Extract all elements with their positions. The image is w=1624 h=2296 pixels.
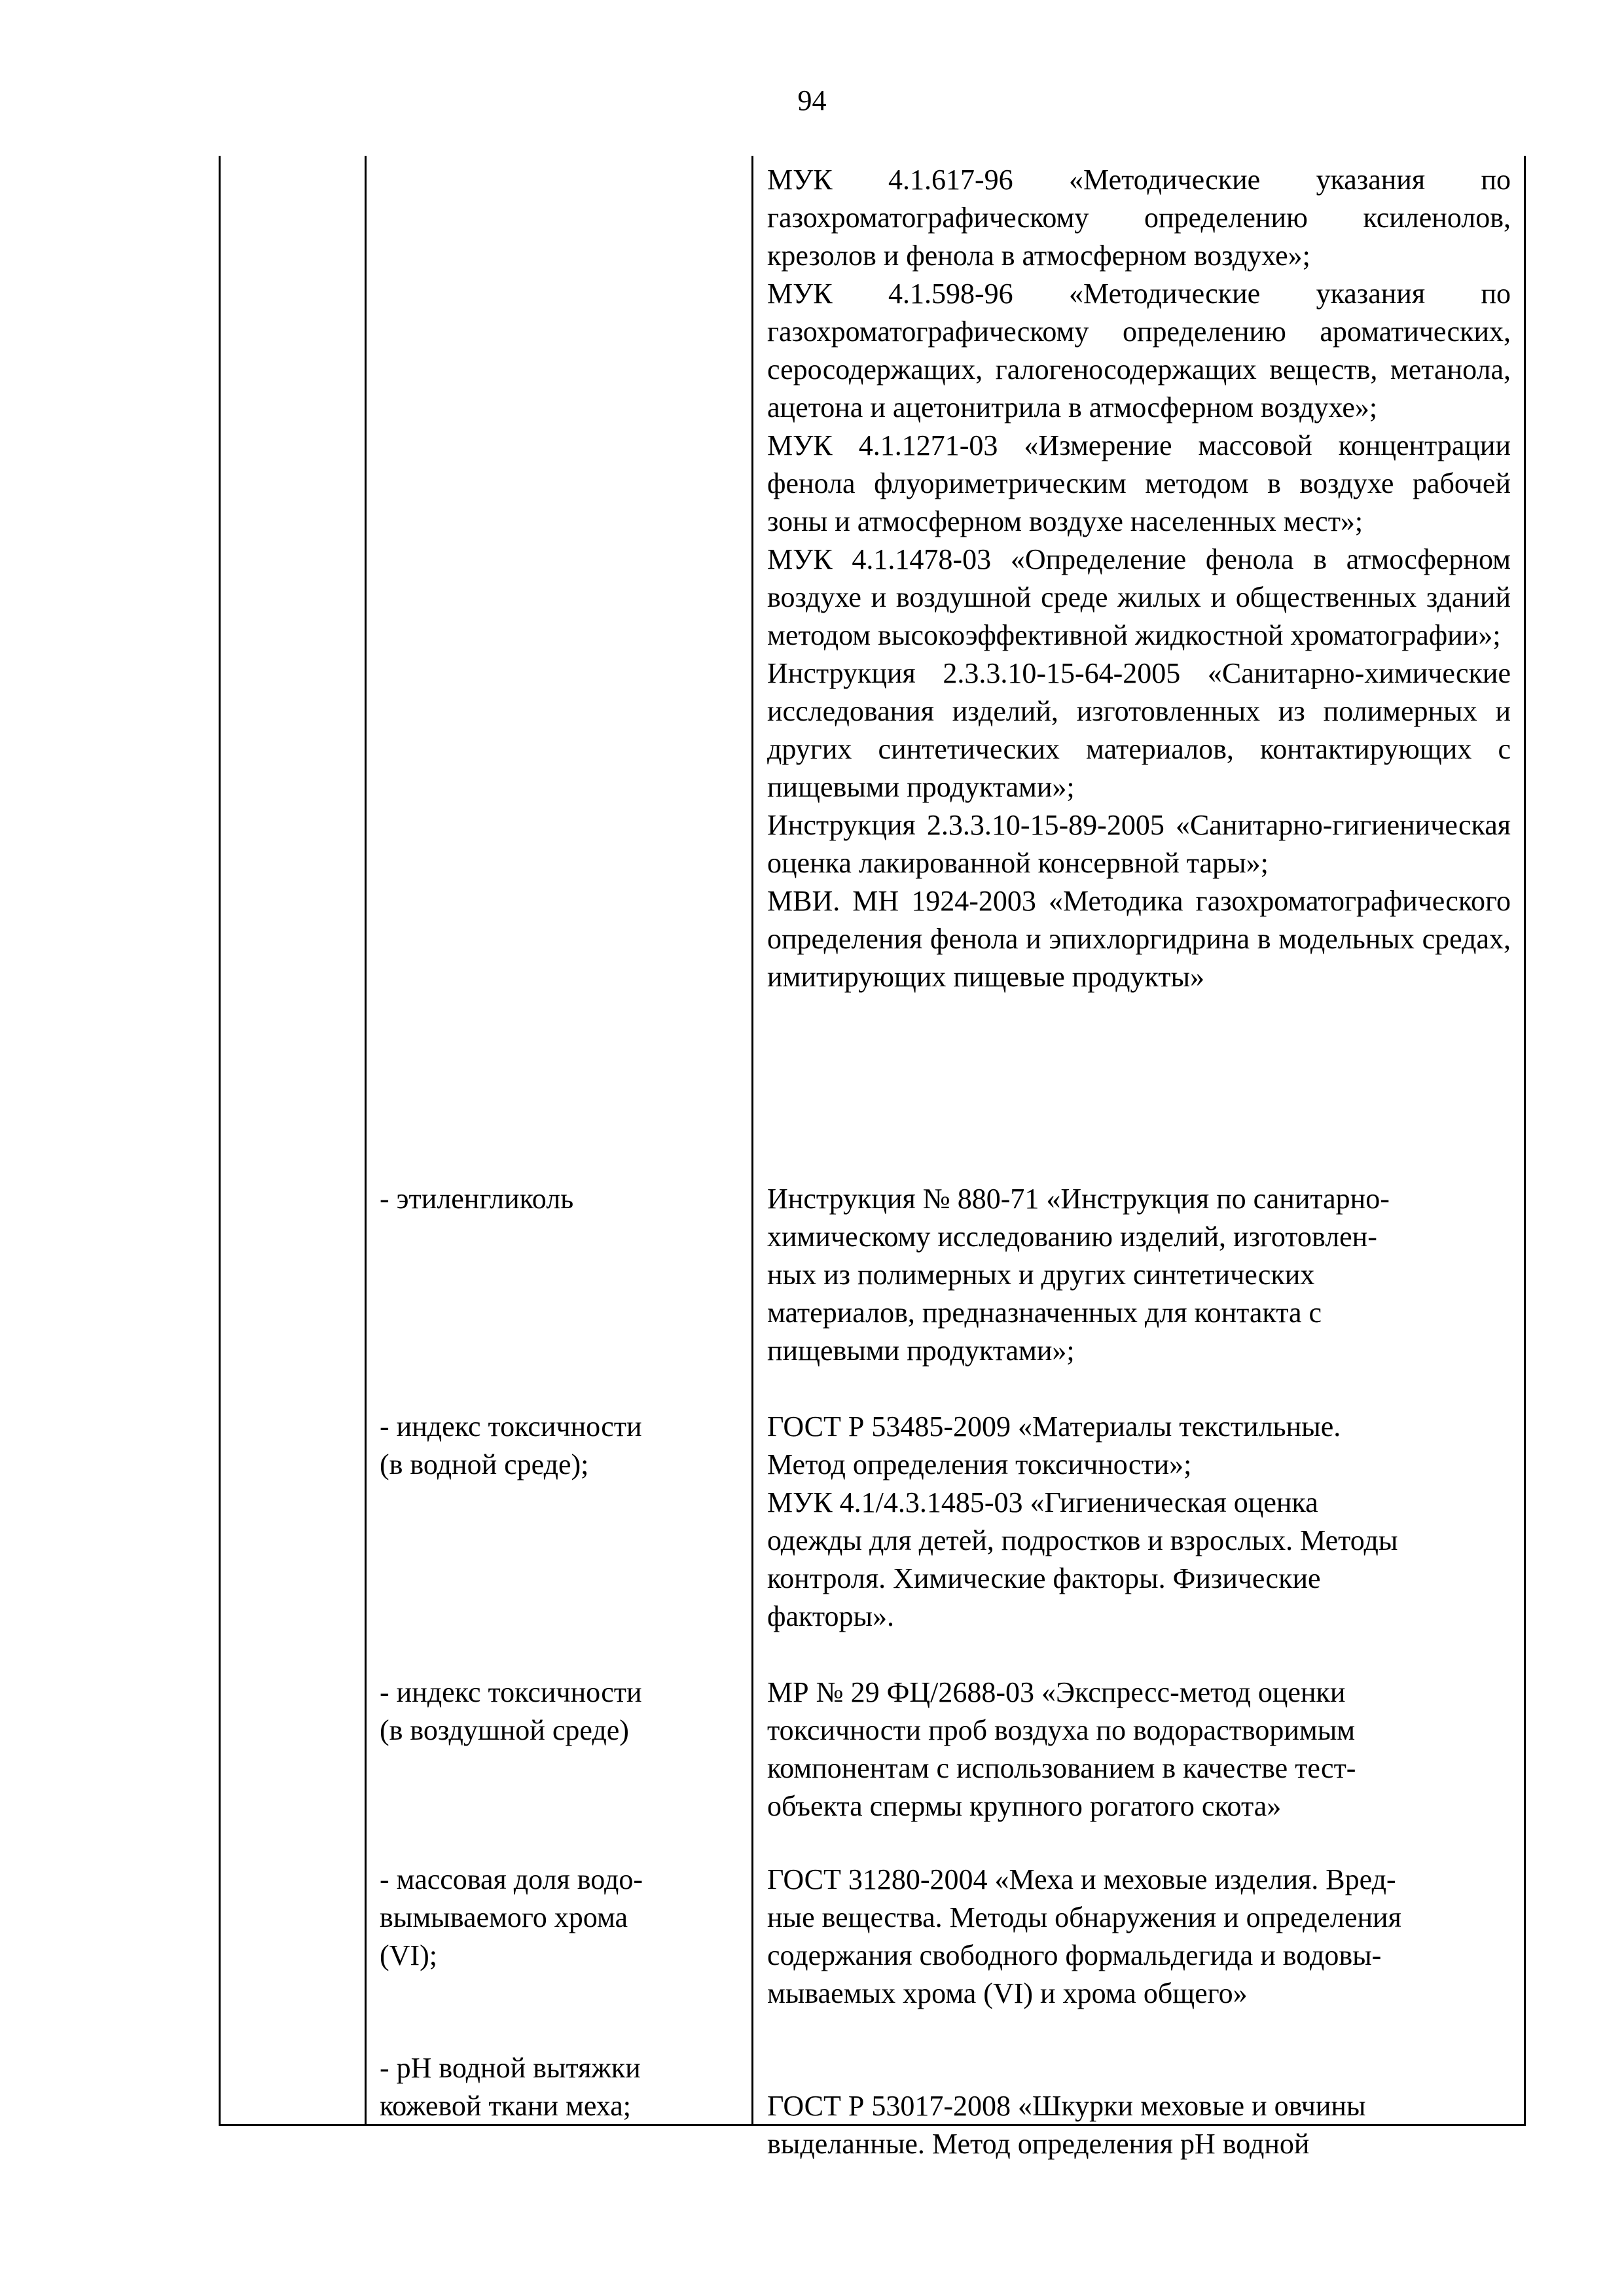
method-muk-598: МУК 4.1.598-96 «Методические указания по газохроматографическому определению ароматических, серосодержащих, галогеносодержащих веществ, метанола, ацетона и ацетонитрила в атмосферном воздухе»; <box>767 278 1511 423</box>
method-line: токсичности проб воздуха по водорастворимым <box>767 1714 1356 1746</box>
method-ethylene-glycol <box>767 1180 1511 1370</box>
method-toxicity-water <box>767 1408 1511 1636</box>
method-line: ные вещества. Методы обнаружения и определения <box>767 1901 1401 1933</box>
method-line: компонентам с использованием в качестве тест- <box>767 1752 1356 1784</box>
table-column-divider-1 <box>365 156 367 2126</box>
method-line: Инструкция № 880-71 «Инструкция по санитарно- <box>767 1183 1390 1215</box>
method-ph <box>767 2087 1511 2163</box>
page-number: 94 <box>797 84 827 117</box>
method-toxicity-air <box>767 1674 1511 1825</box>
indicator-toxicity-water <box>380 1408 720 1484</box>
table-column-divider-2 <box>751 156 753 2126</box>
indicator-line: вымываемого хрома <box>380 1901 628 1933</box>
method-line: Метод определения токсичности»; <box>767 1448 1192 1480</box>
indicator-line: кожевой ткани меха; <box>380 2090 631 2122</box>
method-muk-1271: МУК 4.1.1271-03 «Измерение массовой концентрации фенола флуориметрическим методом в воздухе рабочей зоны и атмосферном воздухе населенных мест»; <box>767 429 1511 537</box>
method-line: ных из полимерных и других синтетических <box>767 1259 1315 1291</box>
indicator-ph <box>380 2049 720 2125</box>
method-instruction-64: Инструкция 2.3.3.10-15-64-2005 «Санитарно-химические исследования изделий, изготовленных из полимерных и других синтетических материалов, контактирующих с пищевыми продуктами»; <box>767 657 1511 803</box>
method-line: МР № 29 ФЦ/2688-03 «Экспресс-метод оценки <box>767 1676 1346 1708</box>
method-line: ГОСТ Р 53017-2008 «Шкурки меховые и овчины <box>767 2090 1366 2122</box>
indicator-line: - индекс токсичности <box>380 1410 642 1443</box>
method-line: материалов, предназначенных для контакта с <box>767 1297 1322 1329</box>
method-muk-617: МУК 4.1.617-96 «Методические указания по газохроматографическому определению ксиленолов, крезолов и фенола в атмосферном воздухе»; <box>767 164 1511 272</box>
indicator-line: (в водной среде); <box>380 1448 589 1480</box>
table-border-right <box>1524 156 1526 2126</box>
indicator-line: (VI); <box>380 1939 437 1971</box>
method-line: пищевыми продуктами»; <box>767 1335 1075 1367</box>
method-line: содержания свободного формальдегида и водовы- <box>767 1939 1382 1971</box>
method-line: факторы». <box>767 1600 895 1632</box>
indicator-toxicity-air <box>380 1674 720 1749</box>
method-line: ГОСТ Р 53485-2009 «Материалы текстильные. <box>767 1410 1341 1443</box>
indicator-line: - pH водной вытяжки <box>380 2052 641 2084</box>
indicator-line: - этиленгликоль <box>380 1183 574 1215</box>
indicator-line: (в воздушной среде) <box>380 1714 629 1746</box>
indicator-chromium <box>380 1861 720 1975</box>
method-line: химическому исследованию изделий, изготовлен- <box>767 1221 1377 1253</box>
method-line: МУК 4.1/4.3.1485-03 «Гигиеническая оценка <box>767 1486 1318 1518</box>
methods-list-continued <box>767 161 1511 996</box>
method-line: ГОСТ 31280-2004 «Меха и меховые изделия. Вред- <box>767 1863 1396 1895</box>
method-instruction-89: Инструкция 2.3.3.10-15-89-2005 «Санитарно-гигиеническая оценка лакированной консервной тары»; <box>767 809 1511 879</box>
method-line: контроля. Химические факторы. Физические <box>767 1562 1321 1594</box>
method-line: выделанные. Метод определения pH водной <box>767 2128 1310 2160</box>
indicator-ethylene-glycol <box>380 1180 720 1218</box>
method-line: мываемых хрома (VI) и хрома общего» <box>767 1977 1248 2009</box>
indicator-line: - индекс токсичности <box>380 1676 642 1708</box>
method-chromium <box>767 1861 1511 2013</box>
indicator-line: - массовая доля водо- <box>380 1863 643 1895</box>
method-muk-1478: МУК 4.1.1478-03 «Определение фенола в атмосферном воздухе и воздушной среде жилых и общественных зданий методом высокоэффективной жидкостной хроматографии»; <box>767 543 1511 651</box>
method-line: объекта спермы крупного рогатого скота» <box>767 1790 1282 1822</box>
method-line: одежды для детей, подростков и взрослых. Методы <box>767 1524 1398 1556</box>
method-mvi-1924: МВИ. МН 1924-2003 «Методика газохроматографического определения фенола и эпихлоргидрина в модельных средах, имитирующих пищевые продукты» <box>767 885 1511 993</box>
table-border-left <box>219 156 221 2126</box>
